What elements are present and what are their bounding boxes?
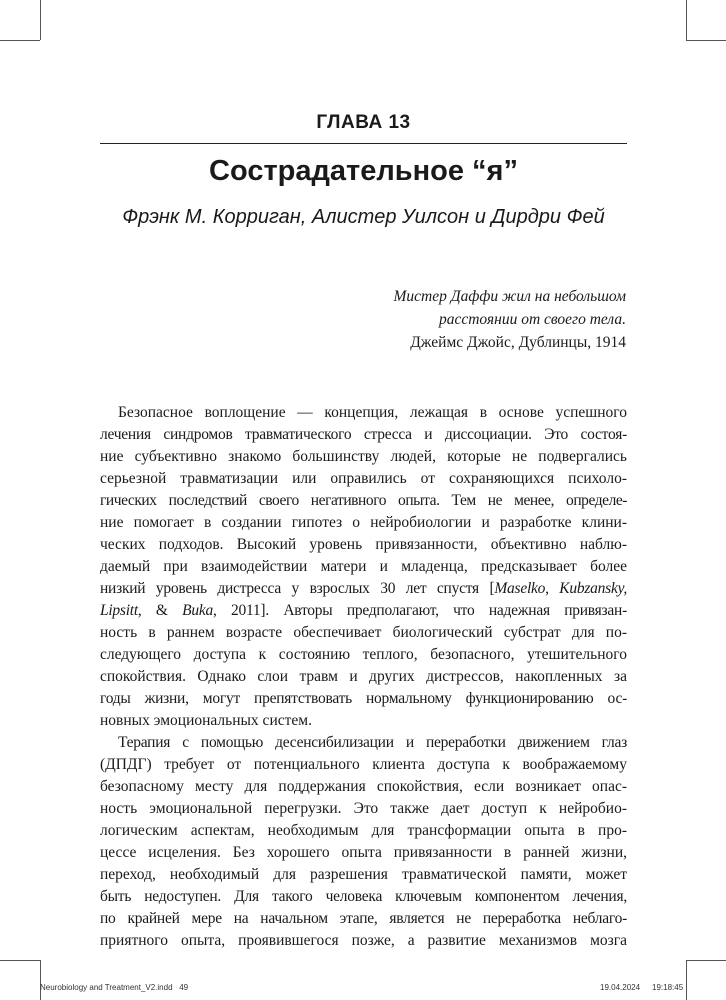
title-rule	[100, 143, 627, 144]
crop-mark	[686, 0, 687, 40]
paragraph-line: по крайней мере на начальном этапе, является не переработка неблаго-	[100, 910, 627, 927]
paragraph-line: даемый при взаимодействии матери и младенца, предсказывает более	[100, 558, 627, 575]
crop-mark	[686, 960, 687, 1000]
text-run: , 2011]. Авторы предполагают, что надежная привязан-	[212, 602, 628, 619]
paragraph-line	[100, 600, 627, 622]
epigraph	[394, 285, 627, 354]
epigraph-quote-line: расстоянии от своего тела.	[438, 311, 626, 328]
paragraph-line: (ДПДГ) требует от потенциального клиента доступа к воображаемому	[100, 756, 627, 773]
crop-mark	[686, 40, 726, 41]
chapter-title: Сострадательное “я”	[209, 155, 518, 187]
citation-author: Buka	[182, 602, 213, 619]
paragraph-line: ние субъективно знакомо большинству людей, которые не подвергались	[100, 448, 627, 465]
text-run: низкий уровень дистресса у взрослых 30 лет спустя [	[100, 580, 495, 597]
citation-author: Lipsitt	[100, 602, 138, 619]
paragraph-line: гических последствий своего негативного опыта. Тем не менее, определе-	[100, 492, 627, 509]
footer-time: 19:18:45	[652, 983, 684, 992]
paragraph-line: быть недоступен. Для такого человека ключевым компонентом лечения,	[100, 888, 627, 905]
epigraph-attribution: Джеймс Джойс, Дублинцы, 1914	[410, 334, 626, 351]
footer-file	[40, 983, 188, 992]
footer-filename: Neurobiology and Treatment_V2.indd	[40, 983, 173, 992]
crop-mark	[40, 960, 41, 1000]
chapter-label: ГЛАВА 13	[316, 112, 411, 133]
paragraph-line: спокойствия. Однако слои травм и других дистрессов, накопленных за	[100, 668, 627, 685]
epigraph-quote-line: Мистер Даффи жил на небольшом	[393, 288, 626, 305]
crop-mark	[0, 960, 40, 961]
paragraph-line: логическим аспектам, необходимым для трансформации опыта в про-	[100, 822, 627, 839]
paragraph-line: переход, необходимый для разрешения травматической памяти, может	[100, 866, 627, 883]
crop-mark	[686, 960, 726, 961]
paragraph-line: ческих подходов. Высокий уровень привязанности, объективно наблю-	[100, 536, 627, 553]
chapter-authors: Фрэнк М. Корриган, Алистер Уилсон и Дирдри Фей	[122, 206, 605, 228]
paragraph-line: лечения синдромов травматического стресса и диссоциации. Это состоя-	[100, 426, 627, 443]
paragraph-line: следующего доступа к состоянию теплого, безопасного, утешительного	[100, 646, 627, 663]
paragraph-line: безопасному месту для поддержания спокойствия, если возникает опас-	[100, 778, 627, 795]
citation-authors: Maselko, Kubzansky,	[494, 580, 627, 597]
crop-mark	[40, 0, 41, 40]
paragraph-line: приятного опыта, проявившегося позже, а развитие механизмов мозга	[100, 932, 627, 949]
paragraph-line: годы жизни, могут препятствовать нормальному функционированию ос-	[100, 690, 627, 707]
paragraph-line: Безопасное воплощение — концепция, лежащая в основе успешного	[118, 404, 627, 421]
paragraph-line	[100, 578, 627, 600]
footer-date: 19.04.2024	[600, 983, 641, 992]
crop-mark	[0, 40, 40, 41]
body-text	[100, 402, 627, 952]
paragraph-line: новных эмоциональных систем.	[100, 712, 312, 729]
paragraph-line: ность в раннем возрасте обеспечивает биологический субстрат для по-	[100, 624, 627, 641]
paragraph-line: серьезной травматизации или оправились от сохраняющихся психоло-	[100, 470, 627, 487]
paragraph-line: Терапия с помощью десенсибилизации и переработки движением глаз	[118, 734, 627, 751]
footer-page: 49	[179, 983, 189, 992]
paragraph-line: ние помогает в создании гипотез о нейробиологии и разработке клини-	[100, 514, 627, 531]
text-run: , &	[137, 602, 183, 619]
paragraph-line: цессе исцеления. Без хорошего опыта привязанности в ранней жизни,	[100, 844, 627, 861]
paragraph-line: ность эмоциональной перегрузки. Это также дает доступ к нейробио-	[100, 800, 627, 817]
